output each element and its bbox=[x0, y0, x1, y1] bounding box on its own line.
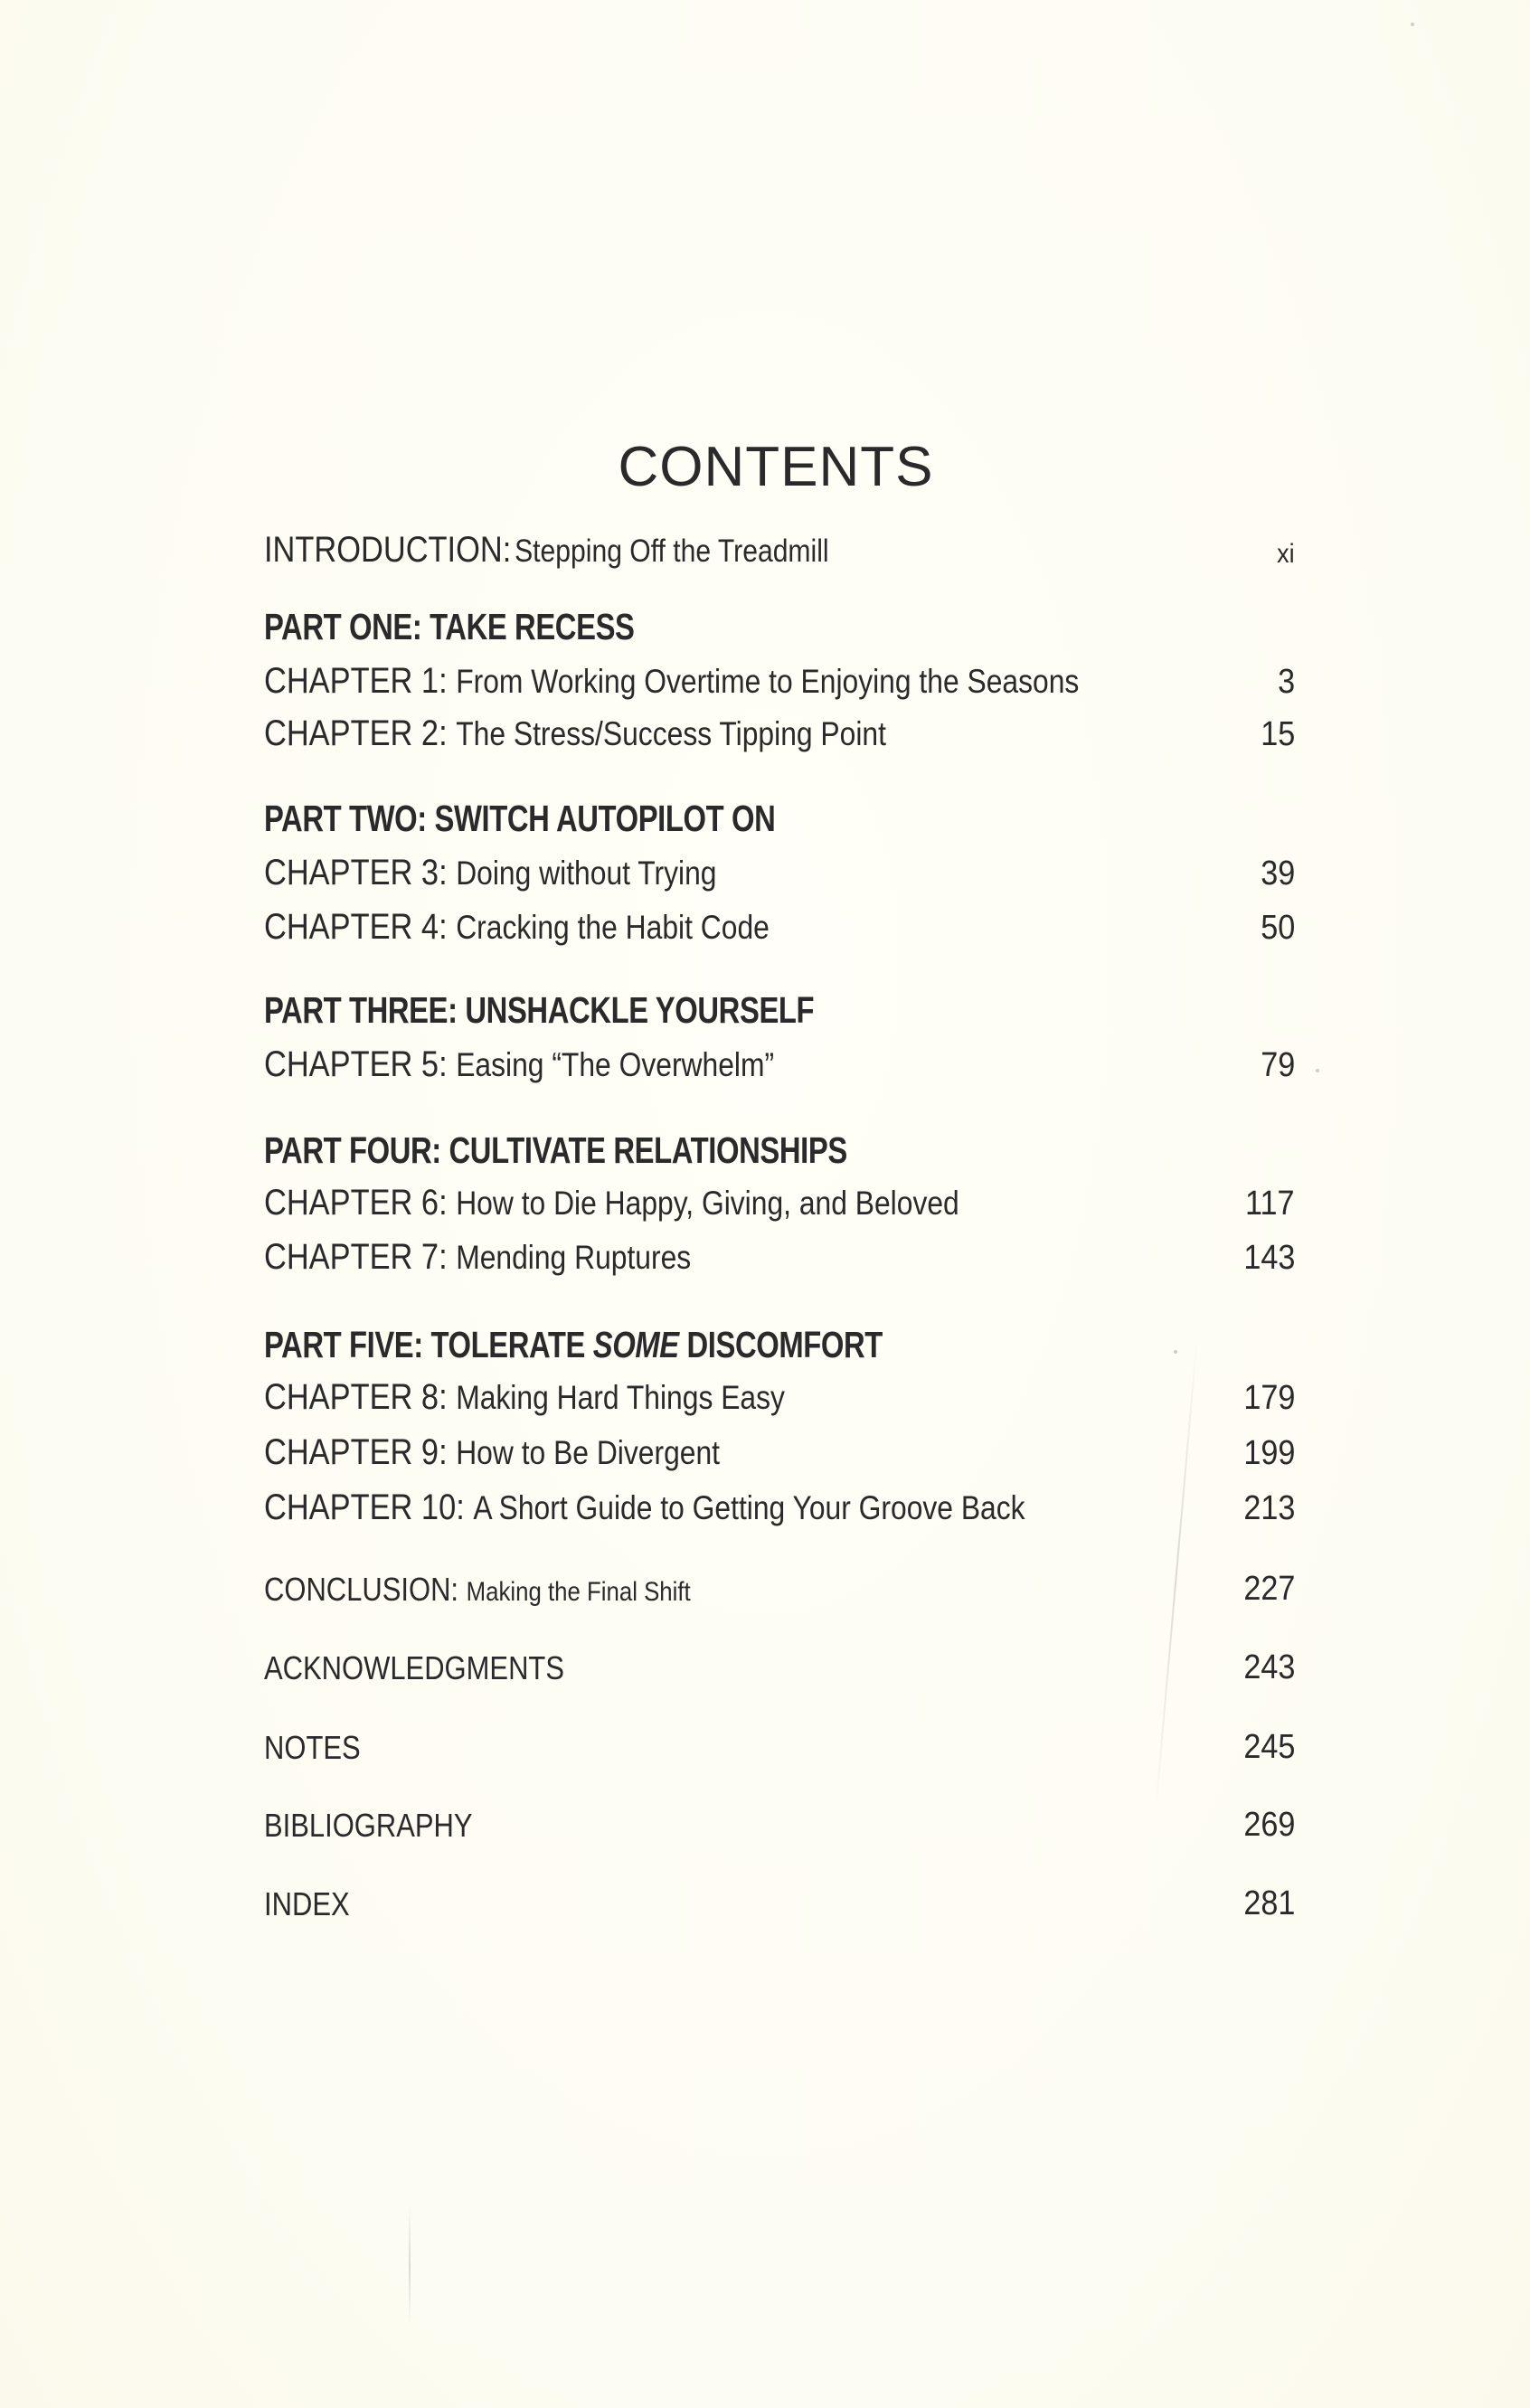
toc-entry-label: NOTES bbox=[264, 1729, 361, 1766]
toc-entry-chapter-7[interactable] bbox=[264, 1221, 1295, 1275]
paper-crease bbox=[409, 2206, 411, 2324]
toc-entry-label bbox=[264, 1489, 1025, 1525]
toc-entry-acknowledgments[interactable] bbox=[264, 1630, 1295, 1685]
entry-title: Stepping Off the Treadmill bbox=[515, 534, 829, 569]
toc-entry-chapter-4[interactable] bbox=[264, 891, 1295, 945]
entry-title: The Stress/Success Tipping Point bbox=[456, 715, 886, 752]
toc-part-heading bbox=[264, 975, 1295, 1029]
entry-title: How to Die Happy, Giving, and Beloved bbox=[456, 1185, 959, 1222]
page-title: CONTENTS bbox=[618, 435, 934, 498]
toc-entry-index[interactable] bbox=[264, 1866, 1295, 1921]
page-number: 199 bbox=[1242, 1434, 1295, 1472]
page-number: 79 bbox=[1260, 1046, 1295, 1084]
toc-entry-label bbox=[264, 1379, 785, 1415]
toc-entry-chapter-6[interactable] bbox=[264, 1166, 1295, 1221]
entry-title: Mending Ruptures bbox=[456, 1239, 692, 1276]
toc-entry-label bbox=[264, 1239, 691, 1275]
page-number: 50 bbox=[1260, 909, 1295, 947]
entry-prefix: CHAPTER 1: bbox=[264, 661, 448, 701]
page-number: 245 bbox=[1242, 1728, 1295, 1766]
toc-part-heading bbox=[264, 591, 1295, 646]
toc-entry-chapter-1[interactable] bbox=[264, 645, 1295, 699]
toc-entry-label bbox=[264, 532, 829, 568]
toc-entry-chapter-5[interactable] bbox=[264, 1028, 1295, 1082]
part-label-end: DISCOMFORT bbox=[678, 1324, 883, 1365]
entry-title: A Short Guide to Getting Your Groove Back bbox=[473, 1489, 1025, 1526]
page-number: 213 bbox=[1242, 1489, 1295, 1527]
page-number: 15 bbox=[1260, 715, 1295, 753]
toc-entry-label bbox=[264, 909, 770, 945]
part-label bbox=[264, 1324, 883, 1365]
part-label-start: PART FIVE: TOLERATE bbox=[264, 1324, 593, 1365]
part-label: PART THREE: UNSHACKLE YOURSELF bbox=[264, 989, 815, 1031]
toc-entry-chapter-9[interactable] bbox=[264, 1416, 1295, 1470]
entry-title: From Working Overtime to Enjoying the Seasons bbox=[456, 663, 1080, 700]
toc-entry-conclusion[interactable] bbox=[264, 1552, 1295, 1606]
entry-prefix: CHAPTER 9: bbox=[264, 1432, 448, 1472]
part-label: PART TWO: SWITCH AUTOPILOT ON bbox=[264, 798, 776, 839]
entry-title: Cracking the Habit Code bbox=[456, 909, 770, 946]
page-number: 3 bbox=[1277, 663, 1295, 701]
entry-title: Making Hard Things Easy bbox=[456, 1379, 785, 1416]
page-number: 281 bbox=[1242, 1884, 1295, 1922]
toc-entry-notes[interactable] bbox=[264, 1710, 1295, 1764]
entry-prefix: CHAPTER 10: bbox=[264, 1487, 465, 1527]
toc-entry-label bbox=[264, 1434, 720, 1470]
entry-title: Easing “The Overwhelm” bbox=[456, 1046, 775, 1083]
part-label-emphasis: SOME bbox=[592, 1324, 679, 1365]
toc-entry-label: INDEX bbox=[264, 1885, 350, 1922]
toc-entry-label: ACKNOWLEDGMENTS bbox=[264, 1649, 565, 1686]
page-number: 117 bbox=[1245, 1185, 1295, 1223]
page-number: 39 bbox=[1260, 855, 1295, 892]
toc-entry-chapter-8[interactable] bbox=[264, 1361, 1295, 1415]
scan-speck bbox=[1411, 23, 1414, 26]
entry-prefix: CHAPTER 2: bbox=[264, 713, 448, 753]
entry-title: Making the Final Shift bbox=[466, 1577, 691, 1607]
toc-entry-label bbox=[264, 1573, 691, 1606]
page-number: 269 bbox=[1242, 1806, 1295, 1844]
part-label: PART ONE: TAKE RECESS bbox=[264, 606, 635, 647]
page-number: 243 bbox=[1242, 1648, 1295, 1686]
entry-prefix: CONCLUSION: bbox=[264, 1571, 459, 1608]
entry-prefix: CHAPTER 7: bbox=[264, 1237, 448, 1277]
toc-entry-chapter-10[interactable] bbox=[264, 1471, 1295, 1525]
toc-entry-label: BIBLIOGRAPHY bbox=[264, 1807, 473, 1844]
entry-prefix: CHAPTER 4: bbox=[264, 907, 448, 947]
entry-title: How to Be Divergent bbox=[456, 1434, 721, 1471]
entry-prefix: CHAPTER 5: bbox=[264, 1044, 448, 1084]
toc-part-heading bbox=[264, 1309, 1295, 1364]
toc-entry-label bbox=[264, 1185, 959, 1221]
scan-speck bbox=[1316, 1069, 1319, 1072]
toc-entry-introduction[interactable] bbox=[264, 514, 1295, 568]
toc-entry-label bbox=[264, 663, 1079, 699]
toc-part-heading bbox=[264, 1115, 1295, 1169]
entry-prefix: CHAPTER 6: bbox=[264, 1183, 448, 1223]
toc-entry-label bbox=[264, 855, 716, 891]
toc-entry-label bbox=[264, 1046, 774, 1082]
toc-entry-label bbox=[264, 715, 886, 751]
part-label: PART FOUR: CULTIVATE RELATIONSHIPS bbox=[264, 1129, 847, 1171]
entry-prefix: CHAPTER 3: bbox=[264, 853, 448, 892]
entry-title: Doing without Trying bbox=[456, 855, 717, 892]
entry-prefix: CHAPTER 8: bbox=[264, 1377, 448, 1417]
page-number: 179 bbox=[1242, 1379, 1295, 1417]
toc-entry-chapter-3[interactable] bbox=[264, 836, 1295, 891]
toc-part-heading bbox=[264, 783, 1295, 837]
page-number: 143 bbox=[1242, 1239, 1295, 1277]
toc-entry-chapter-2[interactable] bbox=[264, 697, 1295, 751]
page-number: xi bbox=[1277, 539, 1295, 569]
entry-prefix: INTRODUCTION: bbox=[264, 530, 512, 570]
page-number: 227 bbox=[1242, 1570, 1295, 1608]
toc-entry-bibliography[interactable] bbox=[264, 1788, 1295, 1842]
